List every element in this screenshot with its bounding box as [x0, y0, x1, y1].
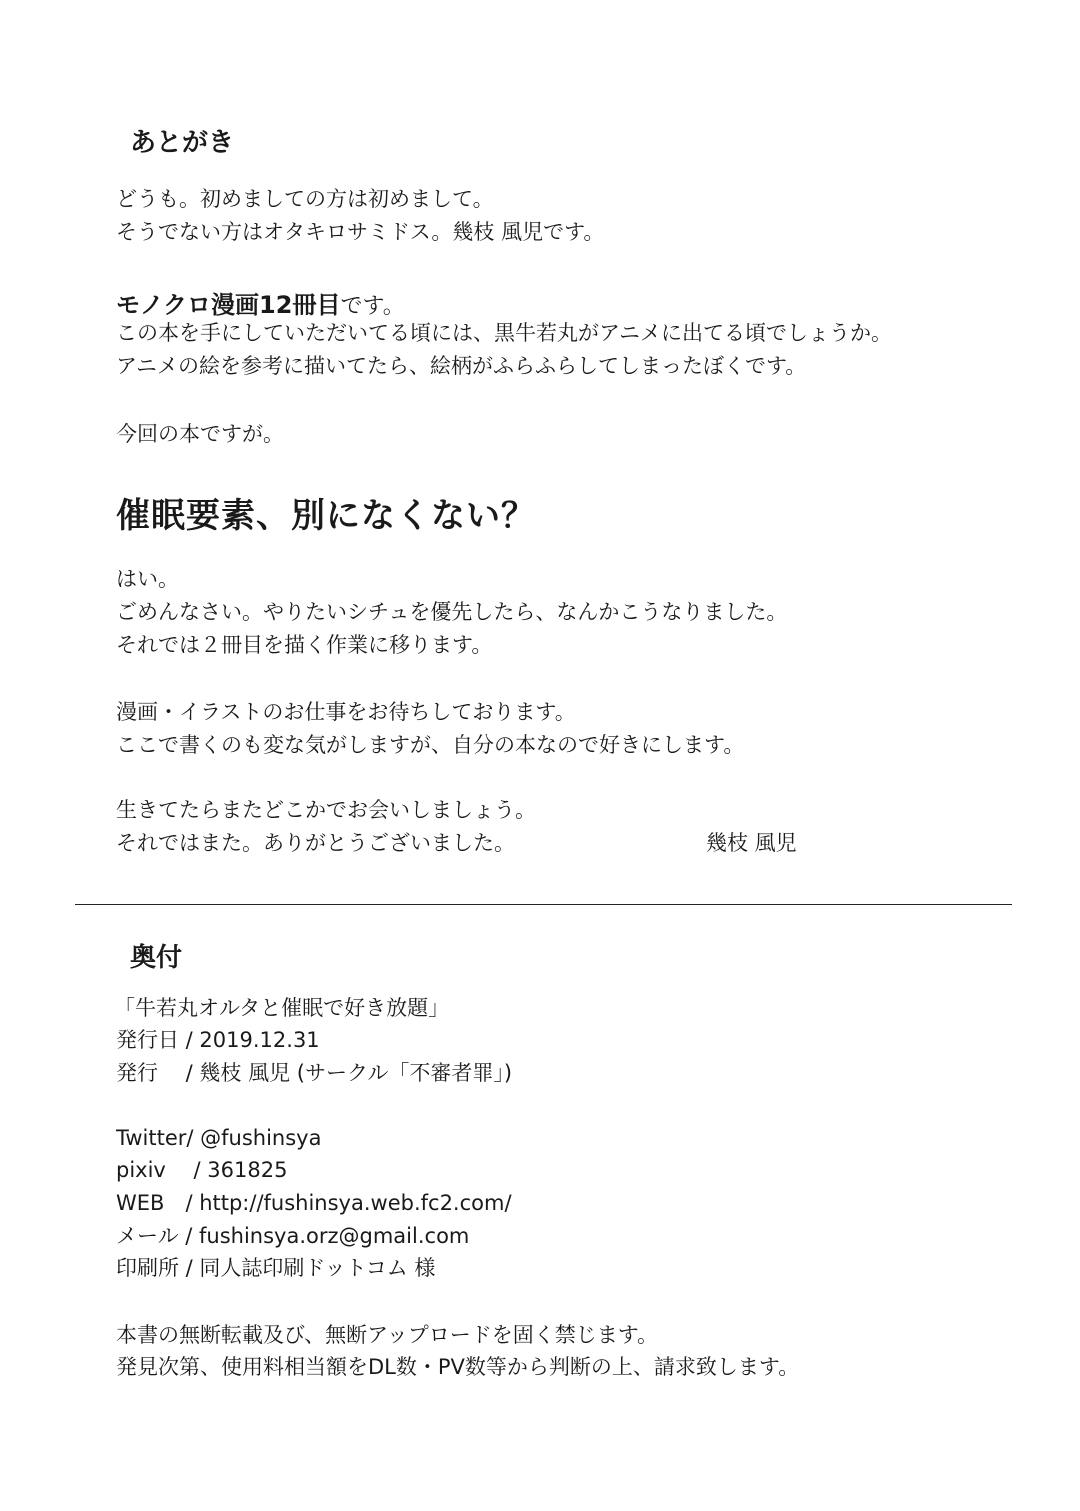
greeting-line-1: どうも。初めましての方は初めまして。 — [116, 187, 494, 211]
emphasis-line — [116, 285, 405, 320]
big-question: 催眠要素、別になくない？ — [116, 496, 536, 536]
emphasis-text: モノクロ漫画12冊目 — [116, 291, 341, 319]
book-title: 「牛若丸オルタと催眠で好き放題」 — [114, 996, 450, 1020]
paragraph-1-line-2: アニメの絵を参考に描いてたら、絵柄がふらふらしてしまったぼくです。 — [116, 354, 807, 378]
paragraph-4-line-2: ここで書くのも変な気がしますが、自分の本なので好きにします。 — [116, 733, 745, 757]
paragraph-1-line-1: この本を手にしていただいてる頃には、黒牛若丸がアニメに出てる頃でしょうか。 — [116, 321, 892, 345]
web-row: WEB / http://fushinsya.web.fc2.com/ — [116, 1191, 512, 1215]
paragraph-5-line-2: それではまた。ありがとうございました。 — [116, 831, 515, 855]
notice-line-2: 発見次第、使用料相当額をDL数・PV数等から判断の上、請求致します。 — [116, 1355, 800, 1379]
notice-line-1: 本書の無断転載及び、無断アップロードを固く禁じます。 — [116, 1323, 659, 1347]
afterword-heading: あとがき — [130, 128, 235, 158]
paragraph-5-line-1: 生きてたらまたどこかでお会いしましょう。 — [116, 798, 536, 822]
section-divider — [75, 904, 1012, 905]
printer-row: 印刷所 / 同人誌印刷ドットコム 様 — [116, 1256, 436, 1280]
mail-row: メール / fushinsya.orz@gmail.com — [116, 1224, 470, 1248]
paragraph-3-line-2: ごめんなさい。やりたいシチュを優先したら、なんかこうなりました。 — [116, 600, 788, 624]
emphasis-suffix: です。 — [340, 294, 405, 319]
twitter-row: Twitter/ @fushinsya — [116, 1126, 322, 1150]
colophon-heading: 奥付 — [130, 943, 183, 973]
paragraph-4-line-1: 漫画・イラストのお仕事をお待ちしております。 — [116, 700, 576, 724]
paragraph-3-line-1: はい。 — [116, 567, 179, 591]
paragraph-2: 今回の本ですが。 — [116, 422, 284, 446]
paragraph-3-line-3: それでは２冊目を描く作業に移ります。 — [116, 633, 493, 657]
publisher-row: 発行 / 幾枝 風児 (サークル「不審者罪」) — [116, 1061, 513, 1085]
author-signature: 幾枝 風児 — [706, 831, 797, 855]
greeting-line-2: そうでない方はオタキロサミドス。幾枝 風児です。 — [116, 220, 605, 244]
issue-date-row: 発行日 / 2019.12.31 — [116, 1028, 320, 1052]
pixiv-row: pixiv / 361825 — [116, 1158, 288, 1182]
